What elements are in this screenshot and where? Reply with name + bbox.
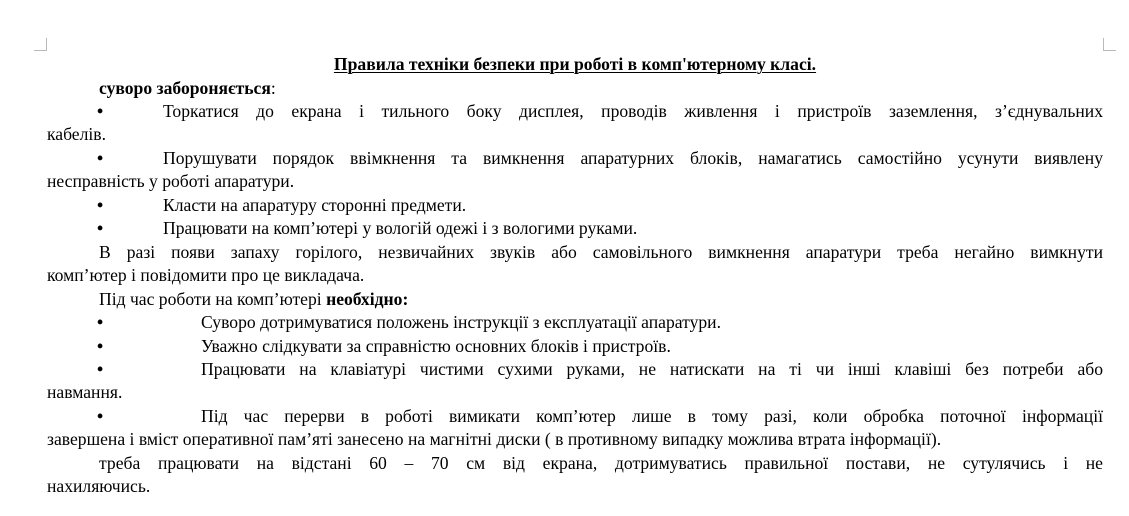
required-item-1-text: Суворо дотримуватися положень інструкції з експлуатації апаратури. [201, 312, 721, 332]
bullet-icon: • [97, 336, 104, 356]
prohibited-item-1-text: Торкатися до екрана і тильного боку дисплея, проводів живлення і пристроїв заземлення, з’єднувальних [163, 101, 1103, 121]
bullet-icon: • [97, 359, 104, 379]
smell-paragraph-line-2: комп’ютер і повідомити про це викладача. [47, 265, 365, 285]
prohibited-item-1-line-1 [47, 100, 1103, 123]
prohibited-heading-text: суворо забороняється [99, 78, 271, 98]
prohibited-item-3-text: Класти на апаратуру сторонні предмети. [163, 195, 467, 215]
required-item-3-text: Працювати на клавіатурі чистими сухими руками, не натискати на ті чи інші клавіші без потреби або [201, 359, 1103, 379]
required-item-4-text: Під час перерви в роботі вимикати комп’ютер лише в тому разі, коли обробка поточної інформації [201, 406, 1103, 426]
smell-paragraph-line-1: В разі появи запаху горілого, незвичайних звуків або самовільного вимкнення апаратури треба негайно вимкнути [99, 242, 1103, 262]
required-item-2 [47, 335, 1103, 358]
bullet-icon: • [97, 148, 104, 168]
required-intro [47, 288, 1103, 311]
bullet-icon: • [97, 218, 104, 238]
page-corner-mark-top-right [1103, 38, 1116, 51]
required-item-1 [47, 311, 1103, 334]
prohibited-item-2-line-1 [47, 147, 1103, 170]
prohibited-item-2-line-2: несправність у роботі апаратури. [47, 171, 295, 191]
page-corner-mark-top-left [34, 38, 47, 51]
prohibited-item-4 [47, 217, 1103, 240]
prohibited-heading [47, 77, 1129, 100]
required-item-3-line-2: навмання. [47, 382, 123, 402]
bullet-icon: • [97, 312, 104, 332]
required-item-4-line-2: завершена і вміст оперативної пам’яті занесено на магнітні диски ( в противному випадку можлива втрата інформації). [47, 429, 942, 449]
document-title: Правила техніки безпеки при роботі в комп'ютерному класі. [333, 54, 817, 74]
prohibited-item-3 [47, 194, 1103, 217]
prohibited-item-1-line-2: кабелів. [47, 124, 106, 144]
prohibited-item-2-text: Порушувати порядок ввімкнення та вимкнення апаратурних блоків, намагатись самостійно усунути виявлену [163, 148, 1103, 168]
distance-paragraph-line-2: нахиляючись. [47, 476, 151, 496]
prohibited-heading-colon: : [270, 78, 276, 98]
required-intro-bold: необхідно: [326, 289, 409, 309]
prohibited-item-4-text: Працювати на комп’ютері у вологій одежі і з вологими руками. [163, 218, 638, 238]
required-item-4-line-1 [47, 405, 1103, 428]
bullet-icon: • [97, 406, 104, 426]
bullet-icon: • [97, 101, 104, 121]
required-intro-text: Під час роботи на комп’ютері [99, 289, 327, 309]
required-item-3-line-1 [47, 358, 1103, 381]
distance-paragraph-line-1: треба працювати на відстані 60 – 70 см від екрана, дотримуватись правильної постави, не сутулячись і не [99, 453, 1103, 473]
bullet-icon: • [97, 195, 104, 215]
required-item-2-text: Уважно слідкувати за справністю основних блоків і пристроїв. [201, 336, 671, 356]
